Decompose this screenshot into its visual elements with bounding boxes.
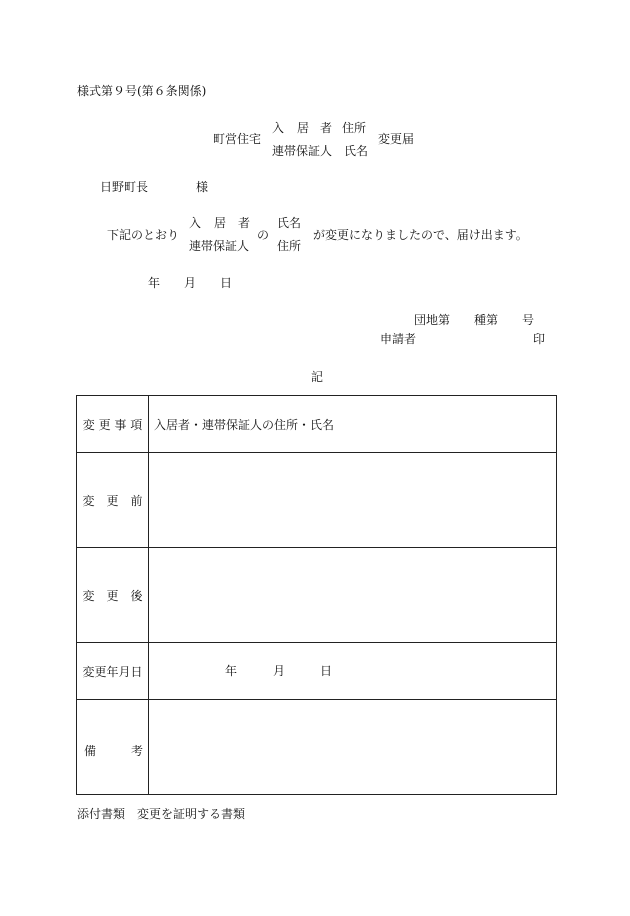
body-connector: の [257,228,270,242]
body-lead: 下記のとおり [107,228,180,242]
title-bottom: 連帯保証人 氏名 [272,144,369,158]
title-top-char-1: 入 [272,121,285,135]
attachment-value: 変更を証明する書類 [137,807,246,821]
date-month: 月 [184,276,197,290]
number-suffix: 号 [522,313,535,327]
table-row-before [77,453,556,548]
row-label-before: 変 更 前 [82,493,143,508]
date-year: 年 [148,276,161,290]
title-top-char-2: 居 [297,121,310,135]
form-number: 様式第９号(第６条関係) [77,84,207,98]
addressee-name: 日野町長 [100,180,149,194]
table-row-remarks [77,700,556,794]
date-day: 日 [220,276,233,290]
title-left: 町営住宅 [213,132,262,146]
ki-heading: 記 [311,370,324,384]
row-value-change-item: 入居者・連帯保証人の住所・氏名 [154,417,335,432]
complex-prefix: 団地第 [414,313,451,327]
attachment-label: 添付書類 [77,807,126,821]
body-stack-right-top: 氏名 [277,216,302,230]
row-label-change-date: 変更年月日 [82,664,143,679]
seal-mark: 印 [533,332,546,346]
change-date-month: 月 [273,664,286,678]
table-row-change-date [77,643,556,700]
body-stack-left-bottom: 連帯保証人 [189,239,250,253]
body-stack-left-top-1: 入 [189,216,202,230]
row-label-after: 変 更 後 [82,588,143,603]
body-tail: が変更になりましたので、届け出ます。 [313,228,528,242]
row-label-remarks-2: 考 [131,744,144,758]
title-top-char-3: 者 [320,121,333,135]
body-stack-left-top-3: 者 [238,216,251,230]
change-date-year: 年 [225,664,238,678]
type-suffix: 種第 [474,313,499,327]
table-row-change-item [77,396,556,453]
table-row-after [77,548,556,643]
body-stack-left-top-2: 居 [214,216,227,230]
change-details-table [76,395,557,795]
row-label-change-item: 変 更 事 項 [82,417,143,432]
title-right: 変更届 [378,132,415,146]
addressee-honorific: 様 [196,180,209,194]
body-stack-right-bottom: 住所 [277,239,302,253]
applicant-label: 申請者 [380,332,417,346]
change-date-day: 日 [320,664,333,678]
row-label-remarks-1: 備 [84,744,97,758]
title-top-char-4: 住所 [342,121,367,135]
